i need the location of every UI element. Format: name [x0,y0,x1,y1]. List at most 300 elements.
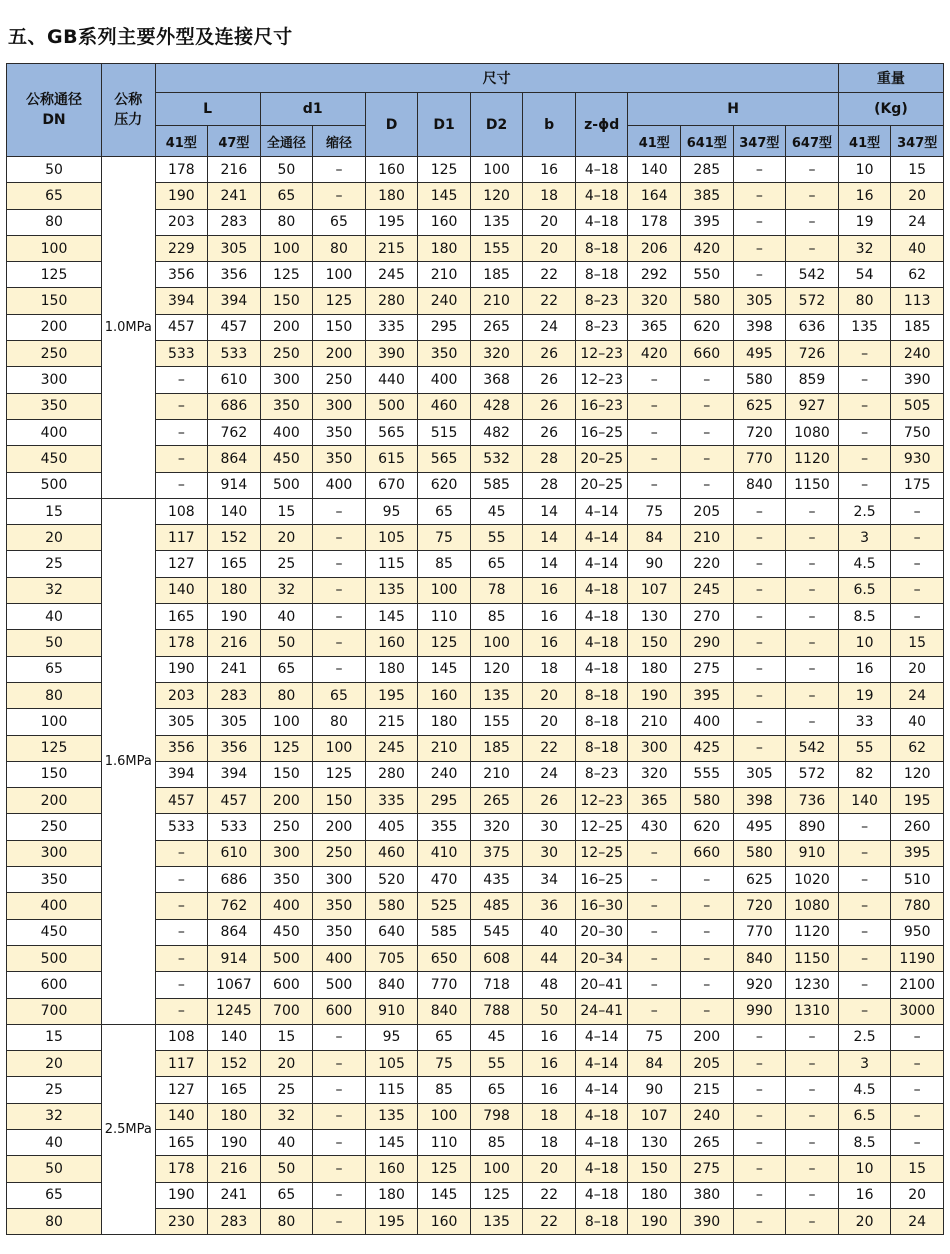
value-cell: – [681,972,734,998]
value-cell: 500 [313,972,366,998]
header-sub-H-41: 41型 [628,126,681,157]
value-cell: 500 [365,393,418,419]
dn-cell: 15 [7,498,102,524]
value-cell: – [313,1156,366,1182]
value-cell: – [838,893,891,919]
value-cell: 8–18 [575,235,628,261]
value-cell: 4–18 [575,577,628,603]
value-cell: 127 [155,551,208,577]
value-cell: 241 [208,1182,261,1208]
value-cell: 300 [260,840,313,866]
value-cell: 780 [891,893,944,919]
value-cell: 4–14 [575,1051,628,1077]
value-cell: 24 [891,682,944,708]
value-cell: 8–23 [575,314,628,340]
value-cell: – [313,1051,366,1077]
value-cell: – [155,419,208,445]
value-cell: 80 [313,709,366,735]
value-cell: 625 [733,867,786,893]
value-cell: 110 [418,604,471,630]
value-cell: 19 [838,682,891,708]
value-cell: 1150 [786,945,839,971]
value-cell: 356 [155,262,208,288]
value-cell: 229 [155,235,208,261]
value-cell: – [891,1129,944,1155]
value-cell: 250 [260,341,313,367]
value-cell: – [313,551,366,577]
value-cell: 840 [418,998,471,1024]
value-cell: 55 [470,525,523,551]
value-cell: – [838,814,891,840]
value-cell: – [786,1103,839,1129]
header-sub-d1-full: 全通径 [260,126,313,157]
value-cell: – [838,972,891,998]
value-cell: 305 [733,761,786,787]
value-cell: – [786,630,839,656]
value-cell: – [891,525,944,551]
value-cell: 150 [313,788,366,814]
value-cell: 394 [208,761,261,787]
table-header [7,64,944,157]
value-cell: 120 [470,183,523,209]
dn-cell: 65 [7,656,102,682]
value-cell: 2100 [891,972,944,998]
header-D2: D2 [470,93,523,157]
value-cell: 572 [786,761,839,787]
value-cell: 100 [313,262,366,288]
header-b: b [523,93,576,157]
value-cell: 670 [365,472,418,498]
value-cell: 20 [523,209,576,235]
value-cell: 542 [786,735,839,761]
value-cell: – [681,998,734,1024]
value-cell: – [733,1129,786,1155]
value-cell: – [313,498,366,524]
value-cell: 18 [523,656,576,682]
value-cell: – [313,1103,366,1129]
value-cell: 300 [628,735,681,761]
value-cell: 14 [523,551,576,577]
value-cell: – [838,998,891,1024]
value-cell: 165 [155,1129,208,1155]
value-cell: 920 [733,972,786,998]
value-cell: 720 [733,419,786,445]
value-cell: 705 [365,945,418,971]
value-cell: 65 [313,209,366,235]
value-cell: – [786,1051,839,1077]
value-cell: 205 [681,1051,734,1077]
value-cell: – [733,525,786,551]
value-cell: – [313,1182,366,1208]
header-sub-H-347: 347型 [733,126,786,157]
value-cell: 736 [786,788,839,814]
value-cell: 30 [523,840,576,866]
value-cell: 859 [786,367,839,393]
value-cell: 368 [470,367,523,393]
value-cell: 165 [208,1077,261,1103]
value-cell: 280 [365,761,418,787]
header-H: H [628,93,838,126]
value-cell: 532 [470,446,523,472]
value-cell: 290 [681,630,734,656]
value-cell: – [786,525,839,551]
value-cell: 8–18 [575,1208,628,1234]
value-cell: 28 [523,472,576,498]
value-cell: – [733,1182,786,1208]
value-cell: – [628,972,681,998]
value-cell: 125 [470,1182,523,1208]
value-cell: – [838,472,891,498]
value-cell: 12–23 [575,788,628,814]
header-sub-L-47: 47型 [208,126,261,157]
value-cell: 152 [208,525,261,551]
value-cell: 283 [208,1208,261,1234]
dn-cell: 450 [7,446,102,472]
value-cell: 135 [470,682,523,708]
value-cell: 30 [523,814,576,840]
dn-cell: 65 [7,183,102,209]
value-cell: 190 [628,682,681,708]
value-cell: 216 [208,1156,261,1182]
value-cell: 500 [260,945,313,971]
value-cell: 460 [418,393,471,419]
value-cell: 14 [523,525,576,551]
value-cell: 160 [418,209,471,235]
value-cell: 117 [155,525,208,551]
value-cell: – [786,183,839,209]
value-cell: – [838,945,891,971]
value-cell: – [786,551,839,577]
value-cell: 245 [365,262,418,288]
dn-cell: 125 [7,262,102,288]
value-cell: 180 [365,1182,418,1208]
value-cell: – [628,446,681,472]
dn-cell: 32 [7,577,102,603]
value-cell: – [681,945,734,971]
dn-cell: 400 [7,419,102,445]
value-cell: 10 [838,1156,891,1182]
value-cell: 400 [313,945,366,971]
value-cell: 8–18 [575,262,628,288]
value-cell: 1020 [786,867,839,893]
value-cell: – [155,840,208,866]
value-cell: 420 [681,235,734,261]
value-cell: 495 [733,341,786,367]
dn-cell: 40 [7,1129,102,1155]
value-cell: – [786,498,839,524]
value-cell: 8–18 [575,682,628,708]
value-cell: 40 [523,919,576,945]
header-pressure [101,64,155,157]
value-cell: 6.5 [838,577,891,603]
value-cell: 125 [260,262,313,288]
value-cell: 34 [523,867,576,893]
value-cell: – [155,919,208,945]
value-cell: 80 [260,682,313,708]
value-cell: 615 [365,446,418,472]
value-cell: 1190 [891,945,944,971]
value-cell: 135 [470,1208,523,1234]
value-cell: 178 [155,157,208,183]
value-cell: – [891,1051,944,1077]
value-cell: – [786,157,839,183]
value-cell: 20 [891,656,944,682]
value-cell: – [313,1208,366,1234]
value-cell: 195 [891,788,944,814]
value-cell: 305 [208,235,261,261]
value-cell: 400 [418,367,471,393]
value-cell: 85 [470,1129,523,1155]
value-cell: 16 [523,1051,576,1077]
value-cell: – [155,972,208,998]
value-cell: 18 [523,1103,576,1129]
value-cell: 840 [365,972,418,998]
value-cell: 26 [523,367,576,393]
value-cell: – [786,682,839,708]
value-cell: 533 [208,814,261,840]
value-cell: 22 [523,1208,576,1234]
header-sub-H-647: 647型 [786,126,839,157]
value-cell: 375 [470,840,523,866]
value-cell: 240 [418,288,471,314]
value-cell: 4–18 [575,1129,628,1155]
header-dimensions: 尺寸 [155,64,838,93]
value-cell: 770 [418,972,471,998]
value-cell: 108 [155,1024,208,1050]
value-cell: 350 [313,446,366,472]
value-cell: 22 [523,1182,576,1208]
value-cell: 200 [313,341,366,367]
header-pressure-label: 公称 压力 [114,92,143,128]
value-cell: 120 [470,656,523,682]
pressure-cell: 2.5MPa [101,1024,155,1234]
value-cell: 80 [838,288,891,314]
value-cell: 4.5 [838,1077,891,1103]
value-cell: 240 [681,1103,734,1129]
value-cell: 410 [418,840,471,866]
value-cell: 430 [628,814,681,840]
value-cell: 203 [155,682,208,708]
dn-cell: 250 [7,814,102,840]
value-cell: – [681,919,734,945]
value-cell: 210 [681,525,734,551]
table-row [7,1024,944,1050]
value-cell: – [786,1182,839,1208]
value-cell: 65 [470,551,523,577]
value-cell: 16 [838,1182,891,1208]
value-cell: – [733,1024,786,1050]
value-cell: 185 [891,314,944,340]
value-cell: 145 [365,604,418,630]
value-cell: – [313,1077,366,1103]
value-cell: 400 [313,472,366,498]
value-cell: 1120 [786,919,839,945]
value-cell: 180 [365,183,418,209]
value-cell: 457 [208,788,261,814]
value-cell: 8–18 [575,709,628,735]
header-L: L [155,93,260,126]
value-cell: 20 [838,1208,891,1234]
value-cell: 24 [891,1208,944,1234]
value-cell: 533 [208,341,261,367]
value-cell: – [891,498,944,524]
value-cell: 24–41 [575,998,628,1024]
value-cell: 178 [155,1156,208,1182]
value-cell: 180 [418,709,471,735]
value-cell: 28 [523,446,576,472]
value-cell: 127 [155,1077,208,1103]
value-cell: 160 [365,630,418,656]
value-cell: – [313,630,366,656]
value-cell: 24 [523,761,576,787]
dn-cell: 100 [7,709,102,735]
value-cell: – [891,551,944,577]
dn-cell: 100 [7,235,102,261]
value-cell: 460 [365,840,418,866]
value-cell: – [891,1077,944,1103]
value-cell: 686 [208,867,261,893]
value-cell: 215 [681,1077,734,1103]
value-cell: 16 [523,157,576,183]
value-cell: 16–23 [575,393,628,419]
value-cell: – [733,551,786,577]
value-cell: – [681,367,734,393]
value-cell: 520 [365,867,418,893]
value-cell: 20 [891,1182,944,1208]
header-dn [7,64,102,157]
value-cell: 150 [260,761,313,787]
value-cell: 20–30 [575,919,628,945]
value-cell: 140 [208,1024,261,1050]
value-cell: 100 [260,235,313,261]
value-cell: 390 [891,367,944,393]
dn-cell: 80 [7,682,102,708]
value-cell: 350 [313,893,366,919]
value-cell: 215 [365,709,418,735]
value-cell: – [733,709,786,735]
value-cell: 15 [891,630,944,656]
value-cell: – [891,1103,944,1129]
value-cell: 180 [628,1182,681,1208]
value-cell: – [628,393,681,419]
value-cell: 200 [681,1024,734,1050]
value-cell: 50 [523,998,576,1024]
value-cell: – [733,1077,786,1103]
value-cell: 260 [891,814,944,840]
value-cell: 24 [523,314,576,340]
value-cell: 140 [838,788,891,814]
value-cell: – [733,1051,786,1077]
value-cell: 178 [155,630,208,656]
value-cell: 15 [260,498,313,524]
value-cell: 40 [260,1129,313,1155]
value-cell: 350 [418,341,471,367]
dn-cell: 80 [7,1208,102,1234]
value-cell: 165 [208,551,261,577]
value-cell: – [838,919,891,945]
value-cell: 1245 [208,998,261,1024]
value-cell: 435 [470,867,523,893]
value-cell: 300 [313,393,366,419]
value-cell: 125 [418,1156,471,1182]
value-cell: 450 [260,446,313,472]
value-cell: 636 [786,314,839,340]
value-cell: 80 [260,209,313,235]
value-cell: 145 [418,1182,471,1208]
dn-cell: 50 [7,1156,102,1182]
value-cell: 990 [733,998,786,1024]
value-cell: 457 [155,314,208,340]
value-cell: 62 [891,262,944,288]
value-cell: 12–23 [575,367,628,393]
dn-cell: 150 [7,761,102,787]
value-cell: 245 [365,735,418,761]
value-cell: – [628,367,681,393]
value-cell: 585 [470,472,523,498]
value-cell: 108 [155,498,208,524]
value-cell: 542 [786,262,839,288]
value-cell: 580 [733,840,786,866]
value-cell: 20 [523,235,576,261]
value-cell: 2.5 [838,1024,891,1050]
value-cell: 200 [260,788,313,814]
value-cell: 178 [628,209,681,235]
value-cell: – [628,945,681,971]
value-cell: 283 [208,682,261,708]
value-cell: 22 [523,288,576,314]
value-cell: 150 [313,314,366,340]
value-cell: 65 [418,498,471,524]
value-cell: 750 [891,419,944,445]
value-cell: 300 [313,867,366,893]
value-cell: 320 [628,761,681,787]
value-cell: 195 [365,209,418,235]
value-cell: 356 [155,735,208,761]
value-cell: 200 [313,814,366,840]
value-cell: 580 [681,788,734,814]
value-cell: 216 [208,157,261,183]
value-cell: – [313,1129,366,1155]
value-cell: 175 [891,472,944,498]
value-cell: 125 [418,157,471,183]
value-cell: – [155,945,208,971]
value-cell: 4–14 [575,525,628,551]
value-cell: – [313,1024,366,1050]
value-cell: 100 [313,735,366,761]
value-cell: 135 [365,577,418,603]
dn-cell: 150 [7,288,102,314]
value-cell: 65 [313,682,366,708]
value-cell: 50 [260,1156,313,1182]
value-cell: 890 [786,814,839,840]
header-weight-unit: (Kg) [838,93,943,126]
value-cell: 572 [786,288,839,314]
value-cell: 105 [365,1051,418,1077]
value-cell: – [838,867,891,893]
value-cell: 1120 [786,446,839,472]
value-cell: 32 [260,1103,313,1129]
table-row [7,498,944,524]
value-cell: 90 [628,551,681,577]
value-cell: – [313,157,366,183]
value-cell: 185 [470,735,523,761]
value-cell: 65 [470,1077,523,1103]
value-cell: 190 [155,183,208,209]
value-cell: 26 [523,393,576,419]
value-cell: – [155,472,208,498]
value-cell: 1067 [208,972,261,998]
value-cell: 110 [418,1129,471,1155]
